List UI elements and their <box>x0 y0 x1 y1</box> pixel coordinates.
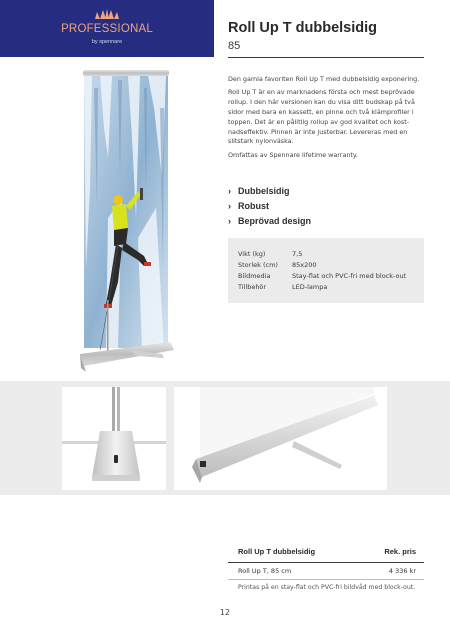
feature-list <box>228 184 311 229</box>
chevron-right-icon: › <box>228 216 231 226</box>
description-paragraph: Den gamla favoriten Roll Up T med dubbelsidig exponering. <box>228 75 420 83</box>
spec-box <box>228 238 424 303</box>
product-photo <box>78 68 182 374</box>
feature-item: › Beprövad design <box>228 214 311 229</box>
price-table-price-heading: Rek. pris <box>384 547 416 556</box>
feature-item: › Dubbelsidig <box>228 184 311 199</box>
spec-label: Bildmedia <box>238 272 271 280</box>
spec-value: LED-lampa <box>292 283 328 291</box>
price-table-divider <box>228 562 424 563</box>
product-title: Roll Up T dubbelsidig <box>228 20 378 36</box>
spec-value: 7,5 <box>292 250 303 258</box>
product-model: 85 <box>228 40 241 52</box>
chevron-right-icon: › <box>228 201 231 211</box>
feature-item: › Robust <box>228 199 311 214</box>
price-table-divider <box>228 579 424 580</box>
spec-value: Stay-flat och PVC-fri med block-out <box>292 272 407 280</box>
chevron-right-icon: › <box>228 186 231 196</box>
price-row-price: 4 336 kr <box>388 567 416 575</box>
price-table-note: Printas på en stay-flat och PVC-fri bildvåd med block-out. <box>238 584 416 591</box>
spec-label: Storlek (cm) <box>238 261 278 269</box>
description-paragraph: Roll Up T är en av marknadens första och mest beprövade rollup. I den här versionen kan du visa ditt budskap på två sidor med bara en kassett, en pinne och två klämprofiler i toppen. Det är en pålitlig rollup av god kvalitet och kost-nadseffektiv. Pinnen är inte justerbar. Levereras med en slitstark nylonväska. <box>228 88 415 146</box>
detail-photo-cassette <box>174 387 387 490</box>
spec-label: Vikt (kg) <box>238 250 266 258</box>
crown-icon <box>93 9 121 20</box>
product-description <box>228 75 428 164</box>
price-row-product: Roll Up T, 85 cm <box>238 567 292 575</box>
page-number: 12 <box>219 608 231 617</box>
spec-value: 85x200 <box>292 261 317 269</box>
price-table-header <box>228 545 424 560</box>
brand-byline: by spennare <box>91 39 123 45</box>
detail-photo-base <box>62 387 166 490</box>
brand-wordmark: PROFESSIONAL <box>61 23 153 35</box>
title-divider <box>228 57 424 58</box>
description-paragraph: Omfattas av Spennare lifetime warranty. <box>228 150 358 159</box>
spec-label: Tillbehör <box>238 283 267 291</box>
brand-block <box>0 0 214 57</box>
table-row <box>228 566 424 578</box>
price-table-product-heading: Roll Up T dubbelsidig <box>238 547 316 556</box>
